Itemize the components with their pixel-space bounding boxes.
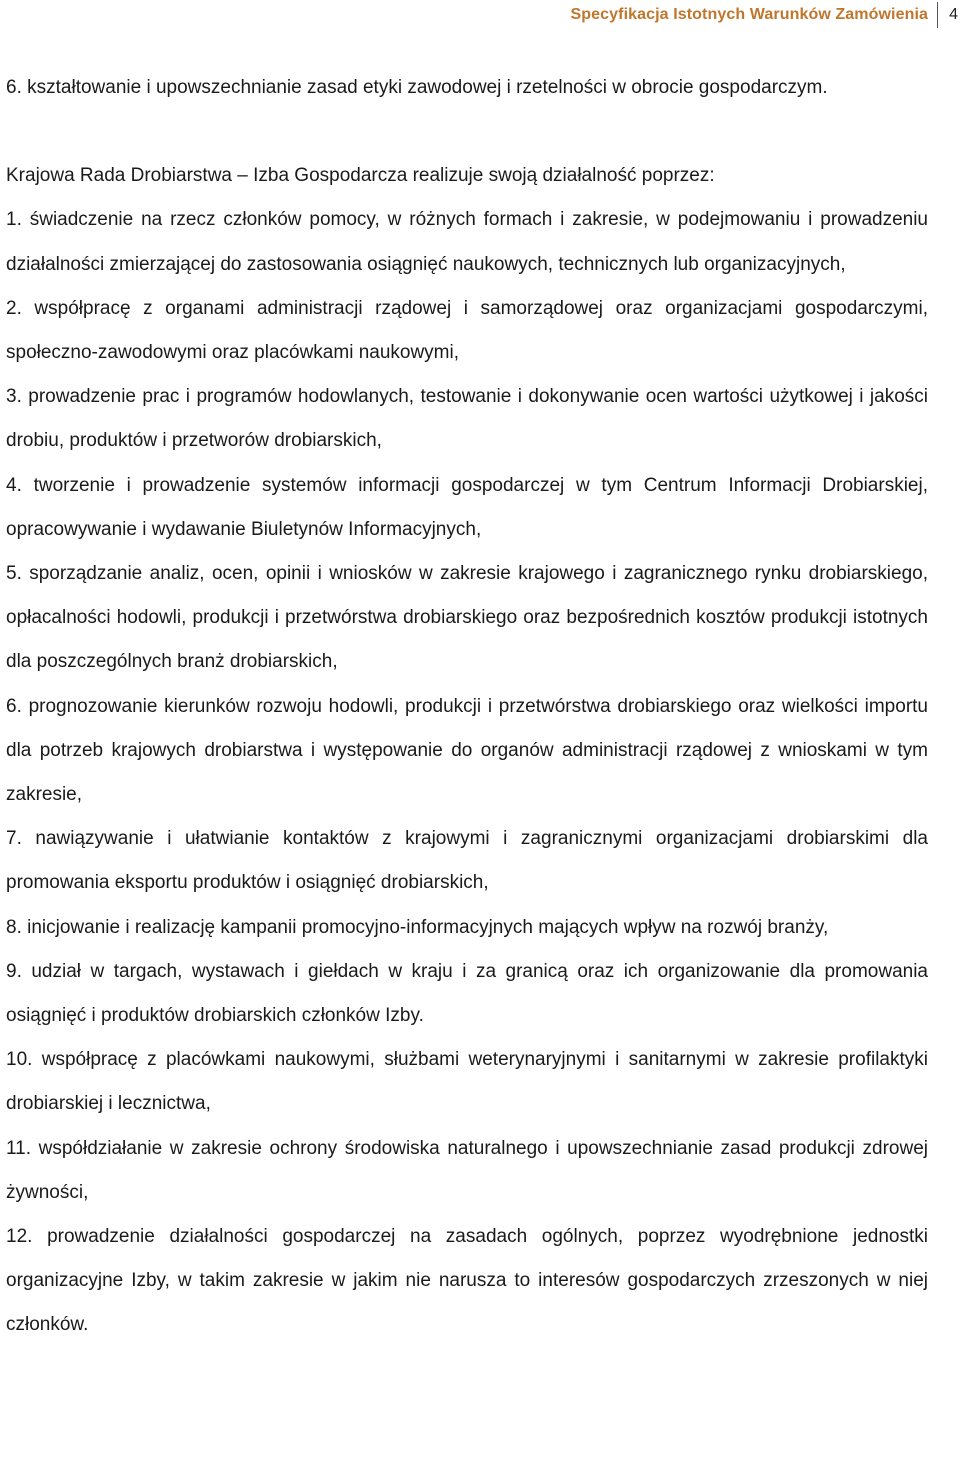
lead-paragraph: Krajowa Rada Drobiarstwa – Izba Gospodarcza realizuje swoją działalność poprzez: xyxy=(6,165,715,187)
paragraph-gap xyxy=(6,110,928,154)
list-item: 11. współdziałanie w zakresie ochrony środowiska naturalnego i upowszechnianie zasad produkcji zdrowej żywności, xyxy=(6,1137,928,1203)
list-item: 10. współpracę z placówkami naukowymi, służbami weterynaryjnymi i sanitarnymi w zakresie profilaktyki drobiarskiej i lecznictwa, xyxy=(6,1049,928,1115)
list-item: 6. prognozowanie kierunków rozwoju hodowli, produkcji i przetwórstwa drobiarskiego oraz wielkości importu dla potrzeb krajowych drobiarstwa i występowanie do organów administracji rządowej z wnioskami w tym zakresie, xyxy=(6,695,928,806)
intro-list-item: 6. kształtowanie i upowszechnianie zasad etyki zawodowej i rzetelności w obrocie gospodarczym. xyxy=(6,77,828,98)
list-item: 5. sporządzanie analiz, ocen, opinii i wniosków w zakresie krajowego i zagranicznego rynku drobiarskiego, opłacalności hodowli, produkcji i przetwórstwa drobiarskiego oraz bezpośrednich kosztów produkcji istotnych dla poszczególnych branż drobiarskich, xyxy=(6,563,928,673)
list-item: 7. nawiązywanie i ułatwianie kontaktów z krajowymi i zagranicznymi organizacjami drobiarskimi dla promowania eksportu produktów i osiągnięć drobiarskich, xyxy=(6,828,928,894)
page-number: 4 xyxy=(949,6,958,23)
page-header xyxy=(0,0,960,32)
header-title: Specyfikacja Istotnych Warunków Zamówienia xyxy=(570,6,928,23)
list-item: 8. inicjowanie i realizację kampanii promocyjno-informacyjnych mających wpływ na rozwój branży, xyxy=(6,916,829,938)
header-divider xyxy=(937,2,938,28)
list-item: 9. udział w targach, wystawach i giełdach w kraju i za granicą oraz ich organizowanie dla promowania osiągnięć i produktów drobiarskich członków Izby. xyxy=(6,960,928,1027)
list-item: 1. świadczenie na rzecz członków pomocy, w różnych formach i zakresie, w podejmowaniu i prowadzeniu działalności zmierzającej do zastosowania osiągnięć naukowych, technicznych lub organizacyjnych, xyxy=(6,209,928,275)
list-item: 4. tworzenie i prowadzenie systemów informacji gospodarczej w tym Centrum Informacji Drobiarskiej, opracowywanie i wydawanie Biuletynów Informacyjnych, xyxy=(6,474,928,540)
list-item: 12. prowadzenie działalności gospodarczej na zasadach ogólnych, poprzez wyodrębnione jednostki organizacyjne Izby, w takim zakresie w jakim nie narusza to interesów gospodarczych zrzeszonych w niej członków. xyxy=(6,1226,928,1336)
list-item: 2. współpracę z organami administracji rządowej i samorządowej oraz organizacjami gospodarczymi, społeczno-zawodowymi oraz placówkami naukowymi, xyxy=(6,297,928,364)
list-item: 3. prowadzenie prac i programów hodowlanych, testowanie i dokonywanie ocen wartości użytkowej i jakości drobiu, produktów i przetworów drobiarskich, xyxy=(6,386,928,452)
document-body xyxy=(6,66,928,1348)
